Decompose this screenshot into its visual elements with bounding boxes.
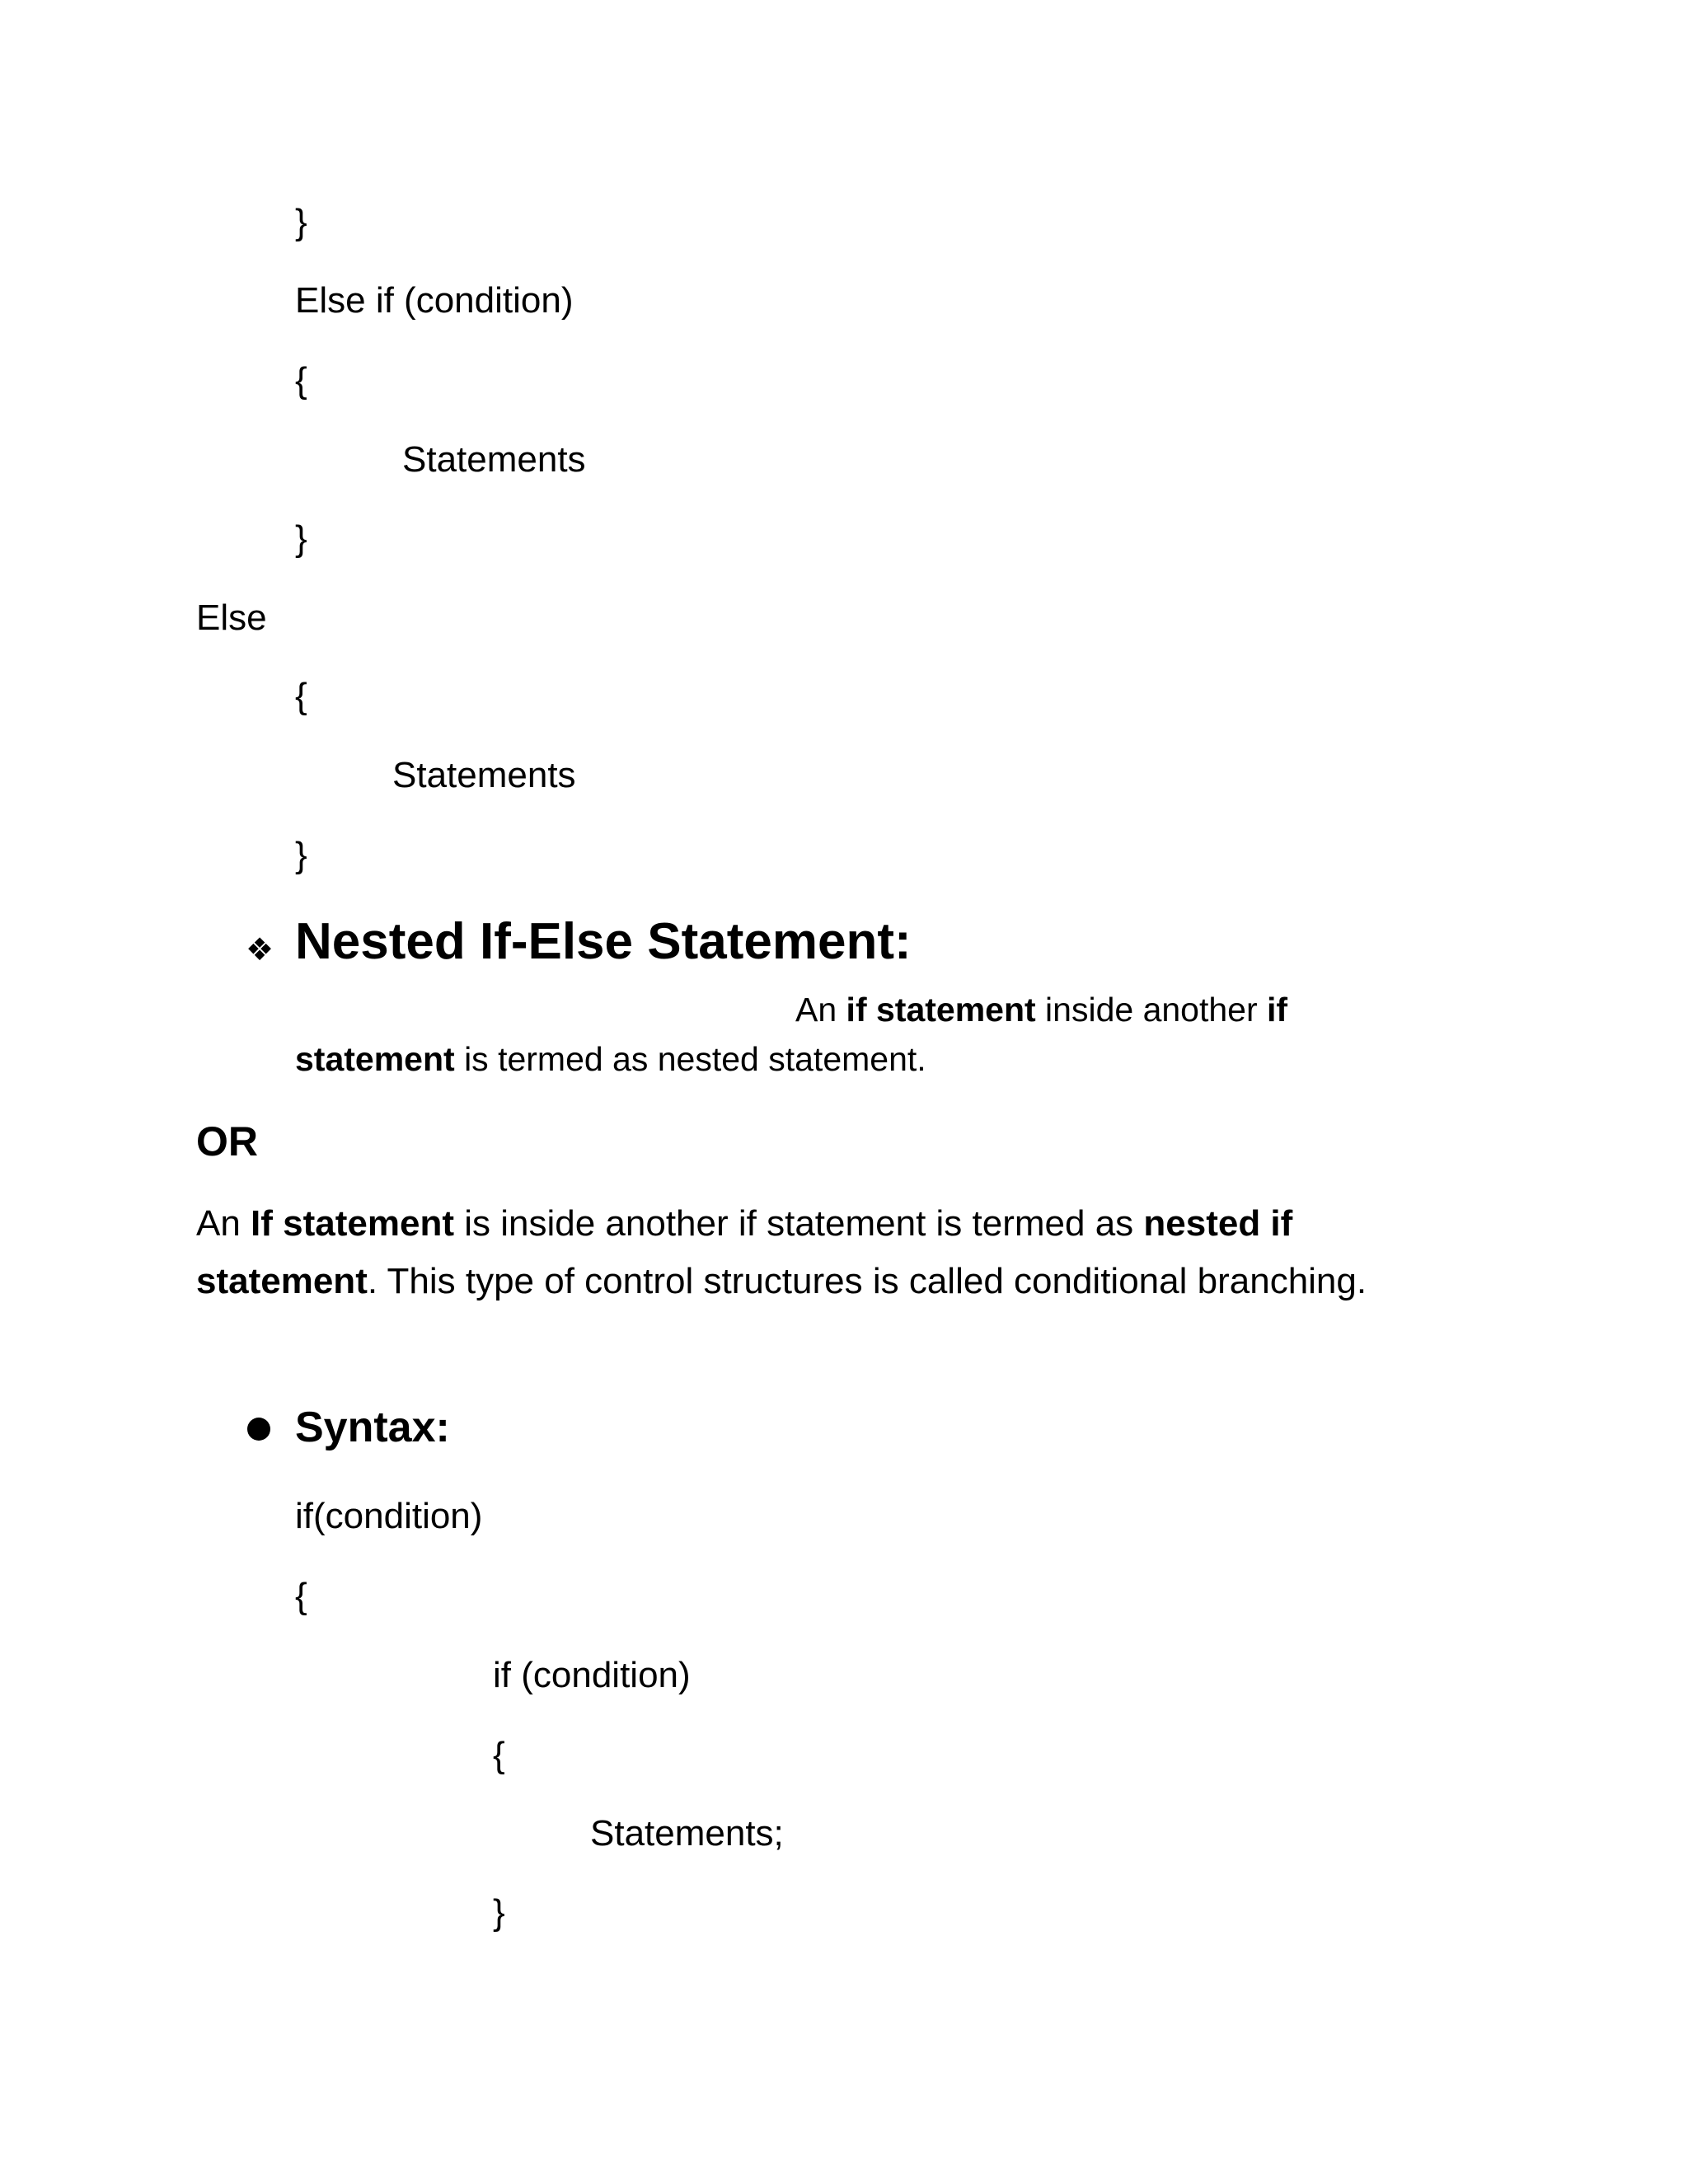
code-if-outer: if(condition): [295, 1496, 483, 1536]
section-heading-nested-if-else: Nested If-Else Statement:: [295, 913, 912, 970]
code-open-brace: {: [493, 1735, 505, 1775]
code-statements: Statements: [402, 439, 586, 480]
code-statements: Statements: [392, 755, 576, 795]
or-label: OR: [196, 1118, 258, 1165]
code-open-brace: {: [295, 1576, 307, 1616]
round-bullet-icon: [247, 1418, 270, 1441]
code-statements: Statements;: [590, 1813, 784, 1854]
code-close-brace: }: [493, 1892, 505, 1933]
diamond-bullet-icon: ❖: [246, 931, 274, 968]
code-if-inner: if (condition): [493, 1655, 691, 1695]
body-paragraph: An If statement is inside another if statement is termed as nested if statement. This type of control structures is called conditional branching.: [196, 1203, 1367, 1301]
code-close-brace: }: [295, 835, 307, 875]
code-else-if-line: Else if (condition): [295, 280, 574, 321]
code-close-brace: }: [295, 202, 307, 242]
code-open-brace: {: [295, 360, 307, 401]
code-else-line: Else: [196, 598, 267, 638]
code-open-brace: {: [295, 676, 307, 716]
code-close-brace: }: [295, 518, 307, 559]
section-heading-syntax: Syntax:: [295, 1404, 450, 1451]
definition-line-2: statement is termed as nested statement.: [295, 1040, 926, 1078]
definition-line-1: An if statement inside another if: [795, 991, 1288, 1029]
